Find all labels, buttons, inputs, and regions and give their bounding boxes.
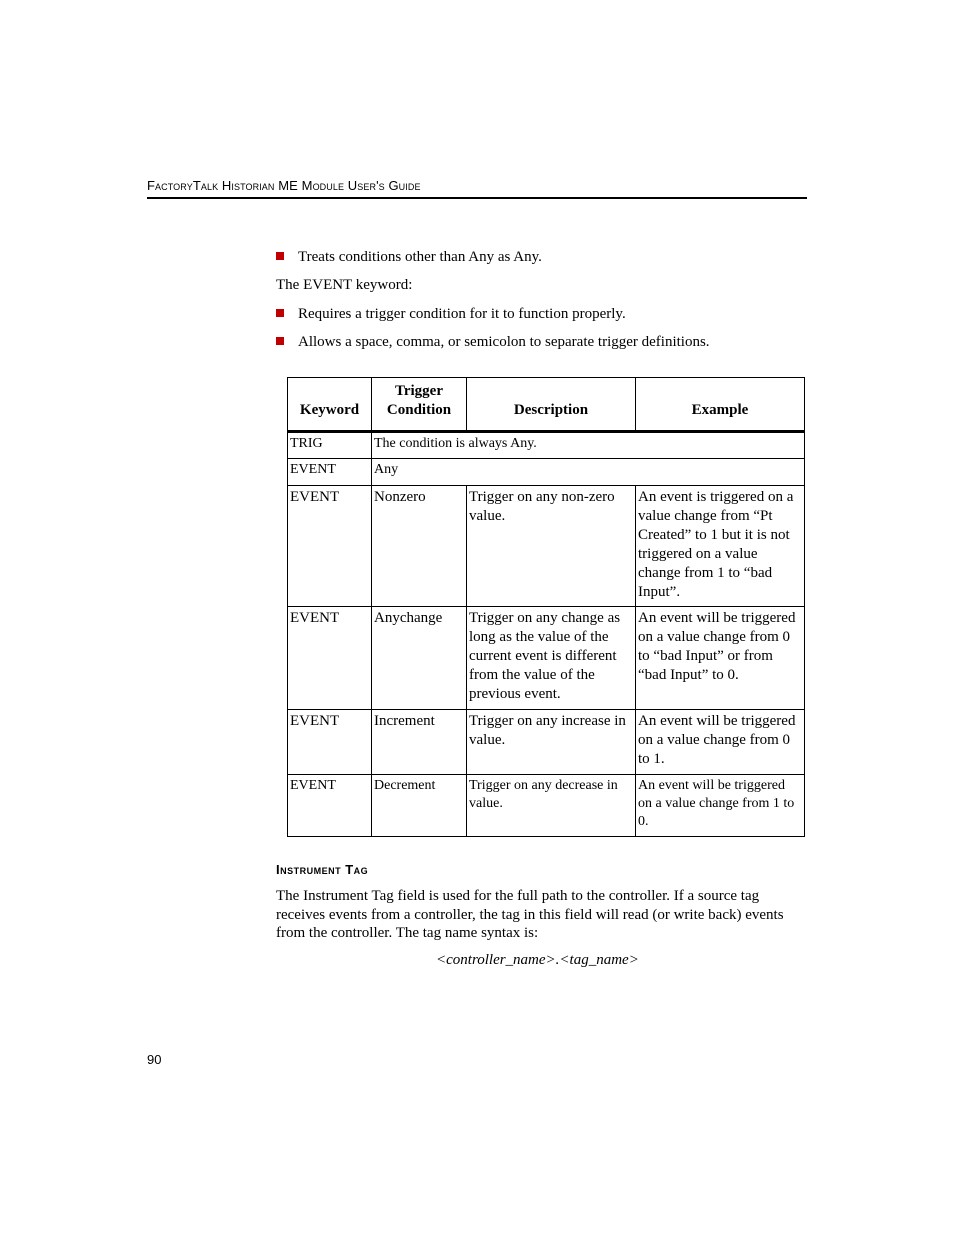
section-heading: Instrument Tag xyxy=(276,862,369,877)
cell-example: An event will be triggered on a value change from 0 to 1. xyxy=(636,710,805,775)
cell-example: An event will be triggered on a value change from 0 to “bad Input” or from “bad Input” to 0. xyxy=(636,607,805,710)
section-body: The Instrument Tag field is used for the full path to the controller. If a source tag receives events from a controller, the tag in this field will read (or write back) events from the controller. The tag name syntax is: xyxy=(276,888,784,941)
cell-description: Trigger on any non-zero value. xyxy=(467,486,636,607)
header-trigger-line2: Condition xyxy=(386,402,452,418)
event-intro: The EVENT keyword: xyxy=(276,277,413,293)
square-bullet-icon xyxy=(276,252,284,260)
cell-description: Trigger on any change as long as the value of the current event is different from the value of the previous event. xyxy=(467,607,636,710)
cell-keyword: EVENT xyxy=(288,607,372,710)
cell-keyword: TRIG xyxy=(288,432,372,459)
cell-description: Trigger on any increase in value. xyxy=(467,710,636,775)
cell-keyword: EVENT xyxy=(288,775,372,837)
cell-condition: The condition is always Any. xyxy=(372,432,805,459)
cell-example: An event is triggered on a value change from “Pt Created” to 1 but it is not triggered on a value change from 1 to “bad Input”. xyxy=(636,486,805,607)
cell-keyword: EVENT xyxy=(288,486,372,607)
cell-condition: Decrement xyxy=(372,775,467,837)
header-trigger-condition xyxy=(372,378,467,432)
cell-keyword: EVENT xyxy=(288,710,372,775)
table-row xyxy=(288,607,805,710)
header-description: Description xyxy=(467,378,636,432)
page-number: 90 xyxy=(147,1052,162,1067)
table-row xyxy=(288,486,805,607)
cell-condition: Any xyxy=(372,459,805,486)
bullet-item xyxy=(276,305,626,323)
header-keyword: Keyword xyxy=(288,378,372,432)
cell-condition: Nonzero xyxy=(372,486,467,607)
bullet-item xyxy=(276,248,542,266)
header-title: FactoryTalk Historian ME Module User's Guide xyxy=(147,178,421,193)
tag-syntax: <controller_name>.<tag_name> xyxy=(436,952,639,968)
table-row xyxy=(288,775,805,837)
table-row xyxy=(288,710,805,775)
bullet-text: Allows a space, comma, or semicolon to separate trigger definitions. xyxy=(298,334,710,350)
cell-keyword: EVENT xyxy=(288,459,372,486)
table-row xyxy=(288,459,805,486)
table-row xyxy=(288,432,805,459)
running-header xyxy=(147,178,807,199)
square-bullet-icon xyxy=(276,337,284,345)
bullet-item xyxy=(276,333,710,351)
table-header-row xyxy=(288,378,805,432)
bullet-text: Treats conditions other than Any as Any. xyxy=(298,249,542,265)
cell-condition: Increment xyxy=(372,710,467,775)
cell-description: Trigger on any decrease in value. xyxy=(467,775,636,837)
cell-example: An event will be triggered on a value change from 1 to 0. xyxy=(636,775,805,837)
bullet-text: Requires a trigger condition for it to function properly. xyxy=(298,306,626,322)
square-bullet-icon xyxy=(276,309,284,317)
keyword-table xyxy=(287,377,805,837)
header-trigger-line1: Trigger xyxy=(394,383,444,399)
cell-condition: Anychange xyxy=(372,607,467,710)
header-example: Example xyxy=(636,378,805,432)
